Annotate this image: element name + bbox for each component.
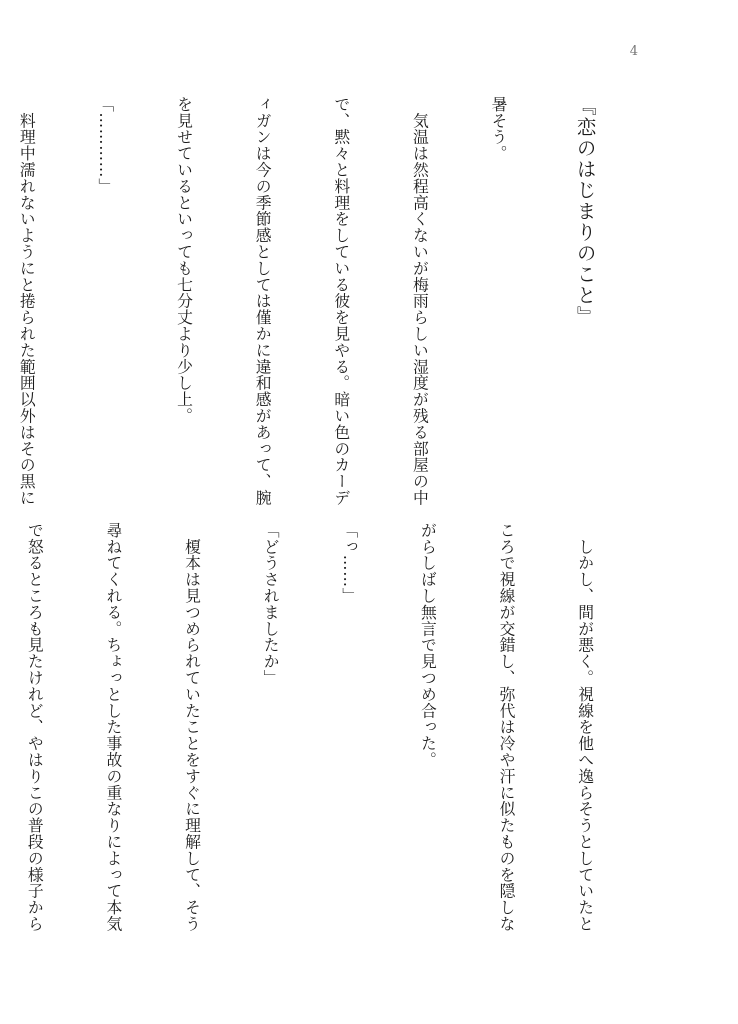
text-line: 暑そう。 — [488, 96, 508, 162]
text-line: 榎本は見つめられていたことをすぐに理解して、そう — [182, 522, 202, 932]
text-line: 尋ねてくれる。ちょっとした事故の重なりによって本気 — [103, 522, 123, 932]
text-line: 「…………」 — [95, 96, 115, 195]
text-line: 料理中濡れないようにと捲られた範囲以外はその黒に — [17, 96, 37, 506]
text-line: 「っ……」 — [339, 522, 359, 604]
text-line: 気温は然程高くないが梅雨らしい湿度が残る部屋の中 — [410, 96, 430, 506]
text-line: を見せているといっても七分丈より少し上。 — [174, 96, 194, 424]
bottom-text-block — [25, 522, 650, 942]
story-title: 『恋のはじまりのこと』 — [573, 96, 597, 327]
text-line: ィガンは今の季節感としては僅かに違和感があって、腕 — [253, 96, 273, 506]
text-line: で怒るところも見たけれど、やはりこの普段の様子から — [25, 522, 45, 932]
text-line: 「どうされましたか」 — [261, 522, 281, 686]
top-text-block — [17, 96, 650, 506]
text-line: がらしばし無言で見つめ合った。 — [418, 522, 438, 768]
text-line: ころで視線が交錯し、弥代は冷や汗に似たものを隠しな — [496, 522, 516, 932]
page-number: 4 — [629, 44, 638, 59]
text-line: で、黙々と料理をしている彼を見やる。暗い色のカーデ — [331, 96, 351, 506]
text-line: しかし、間が悪く。視線を他へ逸らそうとしていたと — [575, 522, 595, 932]
